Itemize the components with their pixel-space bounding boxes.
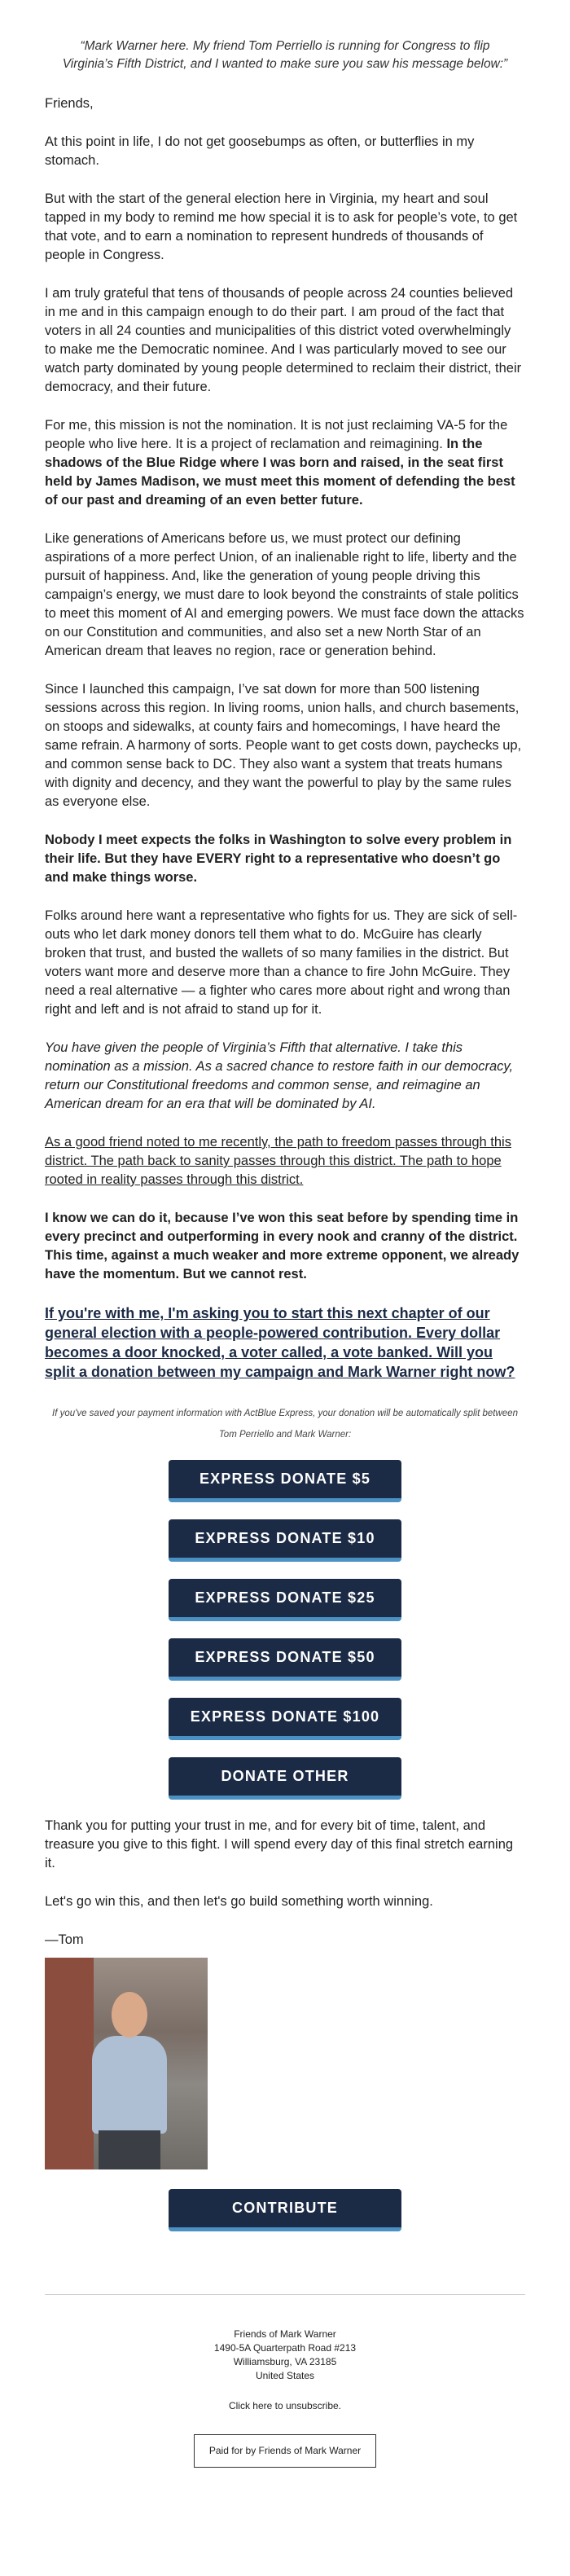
paragraph-4-bold: In the shadows of the Blue Ridge where I was born and raised, in the seat first held by James Madison, we must meet this moment of defending the best of our past and dreaming of an even better future. [45,437,515,508]
paragraph-11-bold: I know we can do it, because I’ve won this seat before by spending time in every precinct and outperforming in every nook and cranny of the district. This time, against a much weaker and more extreme opponent, we already have the momentum. But we cannot rest. [45,1211,520,1281]
paragraph-9-italic: You have given the people of Virginia’s Fifth that alternative. I take this nomination as a mission. As a sacred chance to restore faith in our democracy, return our Constitutional freedoms and common sense, and reimagine an American dream for an era that will be dominated by AI. [45,1040,514,1111]
unsubscribe-link[interactable]: Click here to unsubscribe. [228,2400,342,2411]
contribute-button[interactable]: CONTRIBUTE [169,2189,401,2231]
footer [45,2328,525,2468]
paragraph-8: Folks around here want a representative who fights for us. They are sick of sell-outs who let dark money donors tell them what to do. McGuire has clearly broken that trust, and busted the wallets of so many families in the district. But voters want more and deserve more than a chance to fire John McGuire. They need a real alternative — a fighter who cares more about right and wrong than right and left and is not afraid to stand up for it. [45,908,518,1017]
actblue-note: If you've saved your payment information with ActBlue Express, your donation will be automatically split between Tom Perriello and Mark Warner: [52,1409,518,1440]
footer-divider [45,2294,525,2295]
footer-org: Friends of Mark Warner [234,2328,336,2340]
paragraph-7-bold: Nobody I meet expects the folks in Washington to solve every problem in their life. But they have EVERY right to a representative who doesn’t go and make things worse. [45,833,512,885]
paragraph-4 [45,416,525,510]
intro-quote: “Mark Warner here. My friend Tom Perriello is running for Congress to flip Virginia’s Fifth District, and I wanted to make sure you saw his message below:” [62,39,508,71]
footer-address-2: Williamsburg, VA 23185 [233,2356,337,2367]
closing-paragraph-1: Thank you for putting your trust in me, and for every bit of time, talent, and treasure you give to this fight. I will spend every day of this final stretch earning it. [45,1818,514,1870]
donation-ask-link[interactable]: If you're with me, I'm asking you to start this next chapter of our general election with a people-powered contribution. Every dollar becomes a door knocked, a voter called, a vote banked. Will you split a donation between my campaign and Mark Warner right now? [45,1305,515,1380]
express-donate-25-button[interactable]: EXPRESS DONATE $25 [169,1579,401,1621]
express-donate-10-button[interactable]: EXPRESS DONATE $10 [169,1519,401,1562]
donate-buttons [45,1460,525,1817]
express-donate-5-button[interactable]: EXPRESS DONATE $5 [169,1460,401,1502]
paragraph-6: Since I launched this campaign, I’ve sat down for more than 500 listening sessions across this region. In living rooms, union halls, and church basements, on stoops and sidewalks, at county fairs and homecomings, I have heard the same refrain. A harmony of sorts. People want to get costs down, paychecks up, and common sense back to DC. They also want a system that treats humans with dignity and decency, and they want the powerful to play by the same rules as everyone else. [45,682,522,809]
paragraph-4-text: For me, this mission is not the nomination. It is not just reclaiming VA-5 for the people who live here. It is a project of reclamation and reimagining. [45,418,508,451]
closing [45,1817,525,1950]
express-donate-50-button[interactable]: EXPRESS DONATE $50 [169,1638,401,1681]
paragraph-2: But with the start of the general election here in Virginia, my heart and soul tapped in my body to remind me how special it is to ask for people’s vote, to get that vote, and to earn a nomination to represent hundreds of thousands of people in Congress. [45,191,518,262]
paragraph-10-underlined: As a good friend noted to me recently, the path to freedom passes through this district. The path back to sanity passes through this district. The path to hope rooted in reality passes through this district. [45,1135,511,1187]
paragraph-1: At this point in life, I do not get goosebumps as often, or butterflies in my stomach. [45,134,475,168]
signoff: —Tom [45,1932,84,1947]
footer-address-1: 1490-5A Quarterpath Road #213 [213,2342,357,2354]
greeting: Friends, [45,96,94,111]
paragraph-5: Like generations of Americans before us, we must protect our defining aspirations of a more perfect Union, of an inalienable right to life, liberty and the pursuit of happiness. And, like the generation of young people driving this campaign’s energy, we must dare to look beyond the constraints of stale politics to meet this moment of AI and emerging powers. We must face down the attacks on our Constitution and communities, and also set a new North Star of an American dream that leaves no region, race or generation behind. [45,531,524,658]
donate-other-button[interactable]: DONATE OTHER [169,1757,401,1800]
footer-country: United States [255,2370,315,2381]
paid-for-box: Paid for by Friends of Mark Warner [194,2434,376,2468]
paragraph-3: I am truly grateful that tens of thousands of people across 24 counties believed in me and in this campaign enough to do their part. I am proud of the fact that voters in all 24 counties and municipalities of this district voted overwhelmingly to make me the Democratic nominee. And I was particularly moved to see our watch party dominated by young people determined to reclaim their district, their democracy, and their future. [45,286,522,394]
tom-perriello-photo [45,1958,208,2169]
email-body [45,0,525,2468]
express-donate-100-button[interactable]: EXPRESS DONATE $100 [169,1698,401,1740]
closing-paragraph-2: Let's go win this, and then let's go build something worth winning. [45,1894,433,1909]
